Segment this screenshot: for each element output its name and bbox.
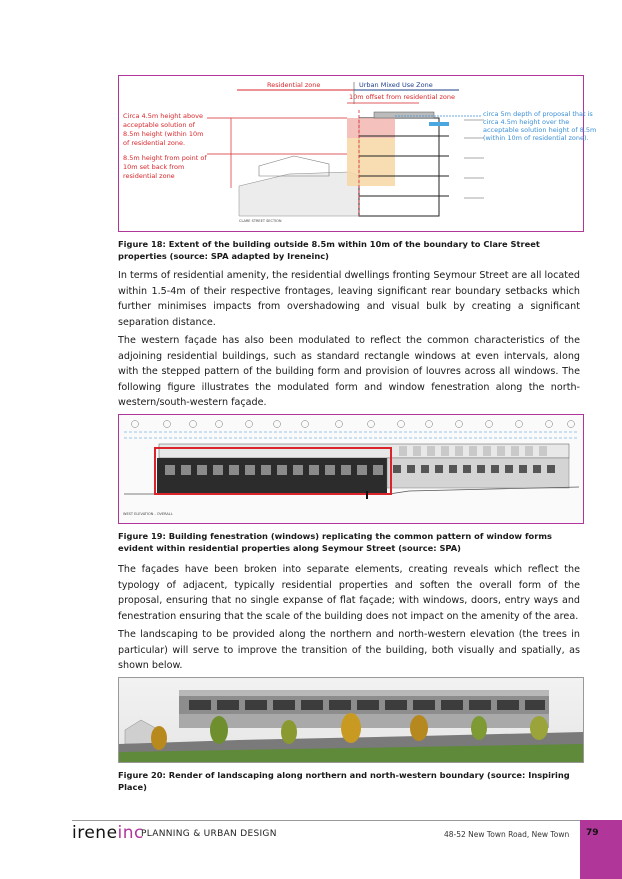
paragraph-4: The landscaping to be provided along the northern and north-western elevation (the trees in particular) will serve to improve the transition of the building, both visually and spatially, as shown below.: [118, 629, 580, 672]
section-drawing: [119, 76, 597, 231]
figure-19-west-elevation: [118, 414, 584, 524]
brand-part-2: inc: [117, 823, 144, 843]
page-number: 79: [586, 828, 599, 838]
brand-subtitle: PLANNING & URBAN DESIGN: [141, 829, 277, 839]
brand-logo: [72, 823, 144, 843]
paragraph-1: In terms of residential amenity, the residential dwellings fronting Seymour Street are all located within 1.5-4m of their respective frontages, leaving significant rear boundary setbacks which further minimises impacts from overshadowing and visual bulk by creating a significant separation distance.: [118, 270, 580, 328]
left-note-2: 8.5m height from point of 10m set back from residential zone: [123, 154, 207, 180]
figure-18-section-diagram: [118, 75, 597, 232]
figure-18-caption: Figure 18: Extent of the building outside 8.5m within 10m of the boundary to Clare Street properties (source: SPA adapted by Ireneinc): [118, 239, 540, 261]
elevation-drawing: [119, 415, 583, 523]
figure-19-caption: Figure 19: Building fenestration (windows) replicating the common pattern of window forms evident within residential properties along Seymour Street (source: SPA): [118, 531, 552, 553]
render-image: [119, 678, 583, 762]
figure-20-landscaping-render: [118, 677, 584, 763]
elevation-label: WEST ELEVATION - OVERALL: [123, 512, 173, 516]
offset-label: 10m offset from residential zone: [349, 93, 455, 101]
footer-address: 48-52 New Town Road, New Town: [444, 830, 570, 839]
footer-divider: [72, 820, 580, 821]
right-note: circa 5m depth of proposal that is circa 4.5m height over the acceptable solution height of 8.5m (within 10m of residential zone).: [483, 110, 597, 142]
urban-zone-label: Urban Mixed Use Zone: [359, 81, 433, 89]
figure-20-caption: Figure 20: Render of landscaping along northern and north-western boundary (source: Inspiring Place): [118, 770, 570, 792]
paragraph-2: The western façade has also been modulated to reflect the common characteristics of the adjoining residential buildings, such as standard rectangle windows at even intervals, along with the stepped pattern of the building form and provision of louvres across all windows. The following figure illustrates the modulated form and window fenestration along the north-western/south-western façade.: [118, 335, 580, 409]
drawing-label: CLARE STREET SECTION: [239, 219, 282, 223]
residential-zone-label: Residential zone: [267, 81, 321, 89]
left-note-1: Circa 4.5m height above acceptable solution of 8.5m height (within 10m of residential zone.: [123, 112, 204, 147]
brand-part-1: irene: [72, 823, 118, 843]
paragraph-3: The façades have been broken into separate elements, creating reveals which reflect the typology of adjacent, typically residential properties and soften the overall form of the proposal, ensuring that no single expanse of flat façade; with windows, doors, entry ways and fenestration ensuring that the scale of the building does not impact on the amenity of the area.: [118, 564, 580, 622]
